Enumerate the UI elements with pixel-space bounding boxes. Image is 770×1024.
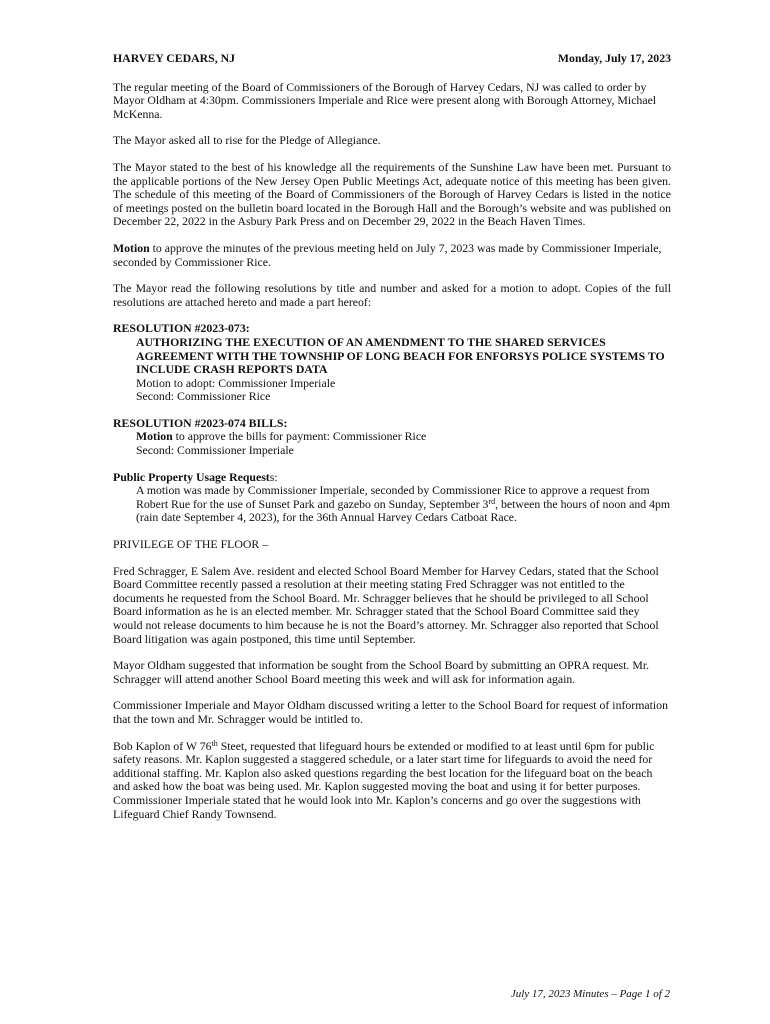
resolutions-intro-paragraph: The Mayor read the following resolutions by title and number and asked for a motion to adopt. Copies of the full resolutions are attached hereto and made a part hereof: [113, 281, 671, 309]
usage-text-a: A motion was made by Commissioner Imperiale, seconded by Commissioner Rice to approve a request from Robert Rue for the use of Sunset Park and gazebo on Sunday, September 3 [136, 483, 650, 511]
motion-label: Motion [113, 240, 150, 255]
kaplon-text-a: Bob Kaplon of W 76 [113, 738, 212, 753]
resolution-motion [136, 430, 671, 444]
schragger-paragraph: Fred Schragger, E Salem Ave. resident and elected School Board Member for Harvey Cedars, stated that the School Board Committee recently passed a resolution at their meeting stating Fred Schragger was not entitled to the documents he requested from the School Board. Mr. Schragger believes that he should be privileged to all School Board information as he is an elected member. Mr. Schragger stated that the School Board Committee said they would not release documents to him because he is not the Board’s attorney. Mr. Schragger also reported that School Board litigation was again postponed, this time until September. [113, 563, 659, 646]
motion-text: to approve the minutes of the previous meeting held on July 7, 2023 was made by Commissioner Imperiale, seconded by Commissioner Rice. [113, 240, 662, 269]
resolution-title: AUTHORIZING THE EXECUTION OF AN AMENDMENT TO THE SHARED SERVICES AGREEMENT WITH THE TOWNSHIP OF LONG BEACH FOR ENFORSYS POLICE SYSTEMS TO INCLUDE CRASH REPORTS DATA [136, 334, 665, 377]
motion-text: to approve the bills for payment: Commissioner Rice [172, 429, 427, 444]
minutes-page [113, 52, 671, 834]
ordinal-suffix: th [211, 738, 218, 748]
usage-text-b: , between the hours of noon and 4pm (rain date September 4, 2023), for the 36th Annual Harvey Cedars Catboat Race. [136, 496, 671, 525]
kaplon-text-b: Steet, requested that lifeguard hours be extended or modified to at least until 6pm for public safety reasons. Mr. Kaplon suggested a staggered schedule, or a later start time for lifeguards to avoid the need for additional staffing. Mr. Kaplon also asked questions regarding the best location for the lifeguard boat on the beach and asked how the boat was being used. Mr. Kaplon suggested moving the boat and using it for better purposes. Commissioner Imperiale stated that he would look into Mr. Kaplon’s concerns and go over the suggestions with Lifeguard Chief Randy Townsend. [113, 738, 655, 821]
section-heading-tail: s: [269, 469, 278, 484]
page-header [113, 52, 671, 66]
kaplon-paragraph [113, 740, 671, 822]
page-footer: July 17, 2023 Minutes – Page 1 of 2 [510, 988, 670, 1000]
usage-request-text [113, 484, 671, 525]
section-heading-bold: Public Property Usage Request [113, 469, 270, 484]
resolution-second: Second: Commissioner Imperiale [136, 443, 294, 458]
minutes-motion-paragraph [113, 242, 671, 269]
pledge-paragraph: The Mayor asked all to rise for the Pledge of Allegiance. [113, 133, 381, 148]
public-property-usage-section [113, 471, 671, 525]
call-to-order-paragraph: The regular meeting of the Board of Commissioners of the Borough of Harvey Cedars, NJ was called to order by Mayor Oldham at 4:30pm. Commissioners Imperiale and Rice were present along with Borough Attorney, Michael McKenna. [113, 79, 657, 121]
sunshine-law-paragraph: The Mayor stated to the best of his knowledge all the requirements of the Sunshine Law have been met. Pursuant to the applicable portions of the New Jersey Open Public Meetings Act, adequate notice of this meeting has been given. The schedule of this meeting of the Board of Commissioners of the Borough of Harvey Cedars is listed in the notice of meetings posted on the bulletin board located in the Borough Hall and the Borough’s website and was published on December 22, 2022 in the Asbury Park Press and on December 29, 2022 in the Beach Haven Times. [113, 159, 671, 229]
opra-paragraph: Mayor Oldham suggested that information be sought from the School Board by submitting an OPRA request. Mr. Schragger will attend another School Board meeting this week and will ask for information again. [113, 658, 650, 686]
motion-label: Motion [136, 429, 173, 444]
resolution-motion: Motion to adopt: Commissioner Imperiale [136, 375, 336, 390]
resolution-second: Second: Commissioner Rice [136, 389, 271, 404]
meeting-date: Monday, July 17, 2023 [557, 51, 671, 65]
resolution-number: RESOLUTION #2023-073: [113, 321, 250, 336]
letter-paragraph: Commissioner Imperiale and Mayor Oldham discussed writing a letter to the School Board for request of information that the town and Mr. Schragger would be intitled to. [113, 698, 668, 726]
section-heading [113, 471, 671, 485]
location-heading: HARVEY CEDARS, NJ [113, 51, 236, 65]
privilege-floor-heading: PRIVILEGE OF THE FLOOR – [113, 537, 269, 552]
resolution-2023-073 [113, 322, 671, 404]
ordinal-suffix: rd [488, 496, 496, 506]
resolution-number: RESOLUTION #2023-074 BILLS: [113, 415, 288, 430]
resolution-2023-074 [113, 417, 671, 458]
